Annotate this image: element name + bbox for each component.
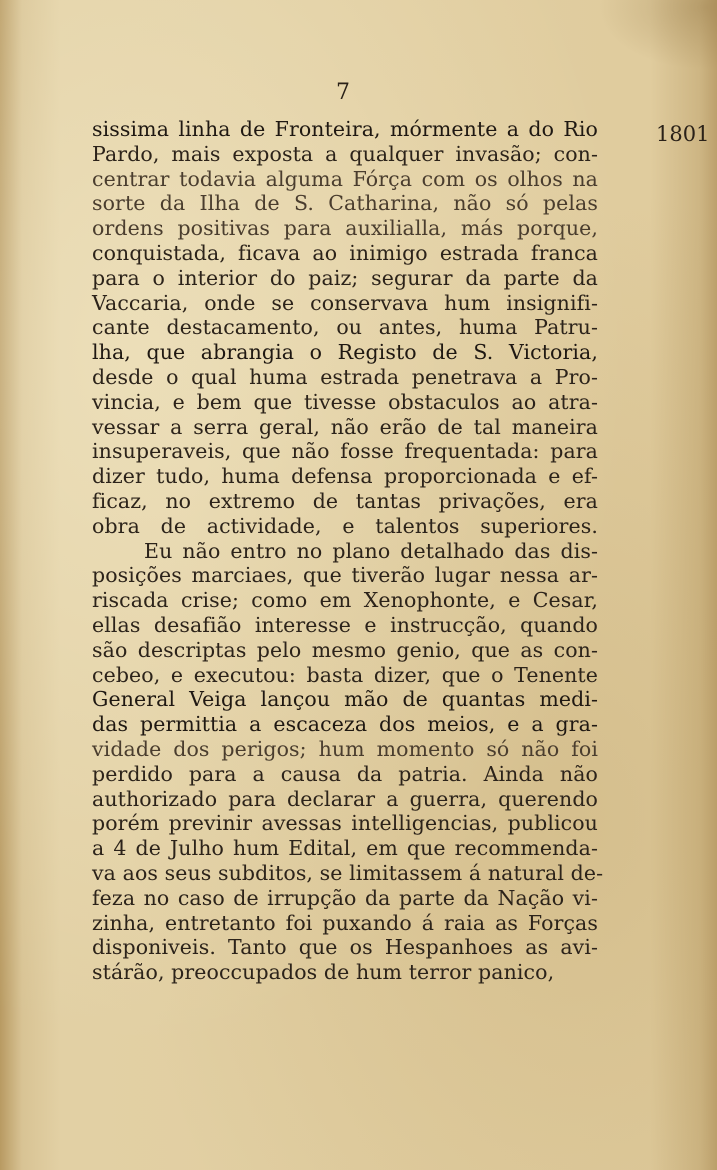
text-line: centrar todavia alguma Fórça com os olhos na <box>92 166 598 191</box>
text-line: ordens positivas para auxilialla, más porque, <box>92 216 598 241</box>
text-line: das permittia a escaceza dos meios, e a gra- <box>92 712 598 737</box>
text-line: para o interior do paiz; segurar da parte da <box>92 265 598 290</box>
text-line: zinha, entretanto foi puxando á raia as Forças <box>92 910 598 935</box>
text-line: Eu não entro no plano detalhado das dis- <box>144 538 598 563</box>
page-number: 7 <box>336 80 350 105</box>
text-line: são descriptas pelo mesmo genio, que as con- <box>92 637 598 662</box>
text-line: a 4 de Julho hum Edital, em que recommenda- <box>92 836 598 861</box>
text-line: feza no caso de irrupção da parte da Nação vi- <box>92 885 598 910</box>
text-line: Vaccaria, onde se conservava hum insignifi- <box>92 290 598 315</box>
text-line: dizer tudo, huma defensa proporcionada e ef- <box>92 464 598 489</box>
text-line: vincia, e bem que tivesse obstaculos ao atra- <box>92 389 598 414</box>
text-line: obra de actividade, e talentos superiores. <box>92 513 598 538</box>
text-line: Pardo, mais exposta a qualquer invasão; con- <box>92 141 598 166</box>
text-line: ellas desafião interesse e instrucção, quando <box>92 612 598 637</box>
margin-year-note: 1801 <box>656 122 710 146</box>
text-line: authorizado para declarar a guerra, querendo <box>92 786 598 811</box>
text-line: vidade dos perigos; hum momento só não foi <box>92 736 598 761</box>
text-line: posições marciaes, que tiverão lugar nessa ar- <box>92 563 598 588</box>
body-text <box>92 117 604 985</box>
text-line: cebeo, e executou: basta dizer, que o Tenente <box>92 662 598 687</box>
text-line: va aos seus subditos, se limitassem á natural de- <box>92 860 604 885</box>
text-line: vessar a serra geral, não erão de tal maneira <box>92 414 598 439</box>
paper-stain <box>597 0 717 70</box>
text-line: lha, que abrangia o Registo de S. Victoria, <box>92 340 598 365</box>
text-line: cante destacamento, ou antes, huma Patru- <box>92 315 598 340</box>
text-line: insuperaveis, que não fosse frequentada: para <box>92 439 598 464</box>
text-line: ficaz, no extremo de tantas privações, era <box>92 488 598 513</box>
text-line: perdido para a causa da patria. Ainda não <box>92 761 598 786</box>
text-line: sorte da Ilha de S. Catharina, não só pelas <box>92 191 598 216</box>
text-line: porém previnir avessas intelligencias, publicou <box>92 811 598 836</box>
text-line: riscada crise; como em Xenophonte, e Cesar, <box>92 588 598 613</box>
text-line: sissima linha de Fronteira, mórmente a do Rio <box>92 117 598 141</box>
text-line: General Veiga lançou mão de quantas medi- <box>92 687 598 712</box>
text-line: stárão, preoccupados de hum terror panico, <box>92 960 555 985</box>
text-line: conquistada, ficava ao inimigo estrada franca <box>92 240 598 265</box>
text-line: disponiveis. Tanto que os Hespanhoes as avi- <box>92 935 598 960</box>
text-line: desde o qual huma estrada penetrava a Pro- <box>92 364 598 389</box>
